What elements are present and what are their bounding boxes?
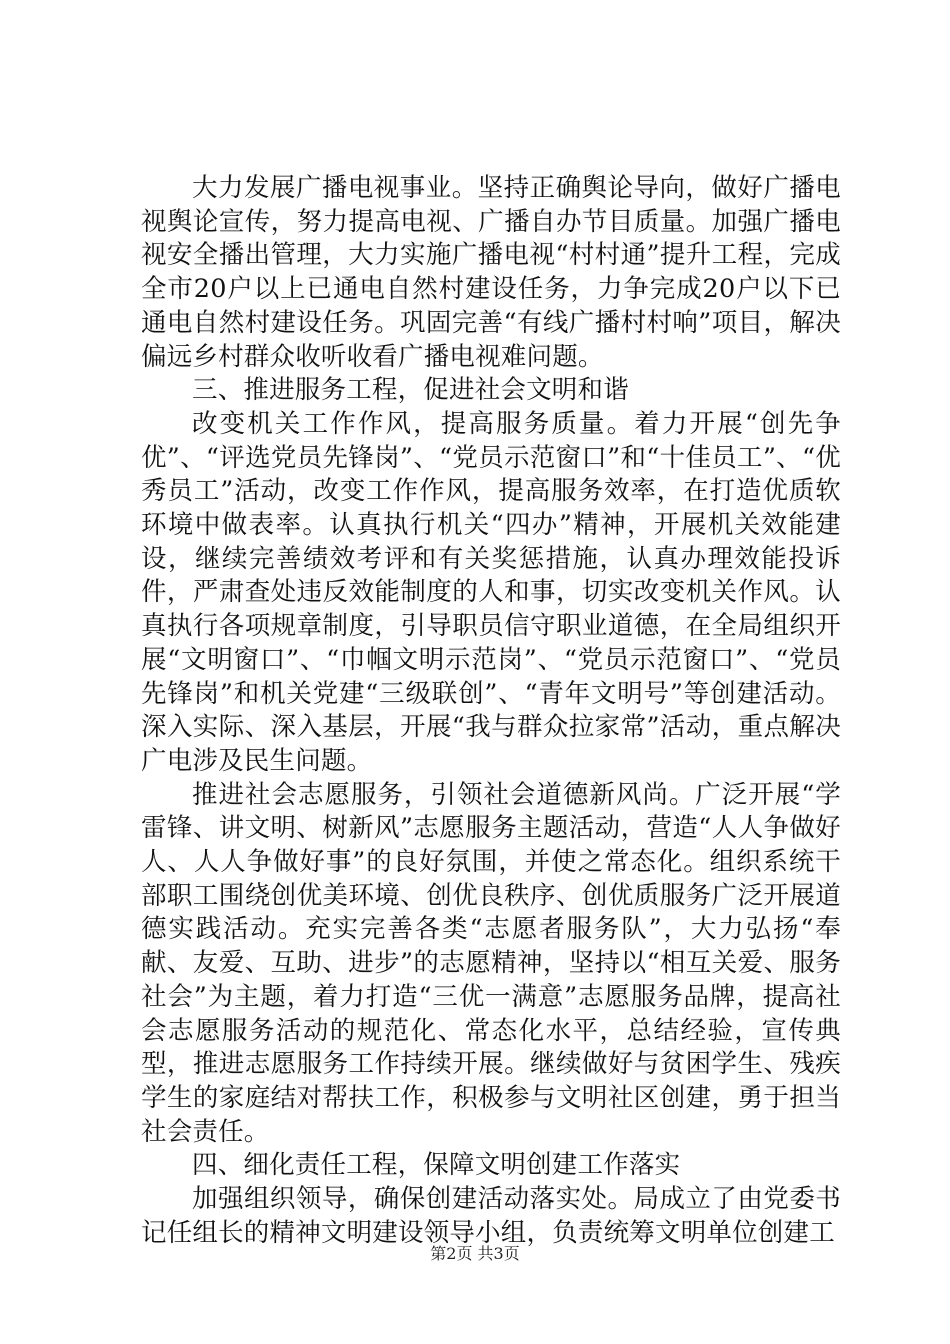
- document-body: [141, 172, 841, 1251]
- paragraph-work-style: 改变机关工作作风，提高服务质量。着力开展“创先争优”、“评选党员先锋岗”、“党员示范窗口”和“十佳员工”、“优秀员工”活动，改变工作作风，提高服务效率，在打造优质软环境中做表率。认真执行机关“四办”精神，开展机关效能建设，继续完善绩效考评和有关奖惩措施，认真办理效能投诉件，严肃查处违反效能制度的人和事，切实改变机关作风。认真执行各项规章制度，引导职员信守职业道德，在全局组织开展“文明窗口”、“巾帼文明示范岗”、“党员示范窗口”、“党员先锋岗”和机关党建“三级联创”、“青年文明号”等创建活动。深入实际、深入基层，开展“我与群众拉家常”活动，重点解决广电涉及民生问题。: [141, 408, 841, 776]
- paragraph-volunteer-service: 推进社会志愿服务，引领社会道德新风尚。广泛开展“学雷锋、讲文明、树新风”志愿服务主题活动，营造“人人争做好人、人人争做好事”的良好氛围，并使之常态化。组织系统干部职工围绕创优美环境、创优良秩序、创优质服务广泛开展道德实践活动。充实完善各类“志愿者服务队”，大力弘扬“奉献、友爱、互助、进步”的志愿精神，坚持以“相互关爱、服务社会”为主题，着力打造“三优一满意”志愿服务品牌，提高社会志愿服务活动的规范化、常态化水平，总结经验，宣传典型，推进志愿服务工作持续开展。继续做好与贫困学生、残疾学生的家庭结对帮扶工作，积极参与文明社区创建，勇于担当社会责任。: [141, 779, 841, 1147]
- paragraph-organization-leadership: 加强组织领导，确保创建活动落实处。局成立了由党委书记任组长的精神文明建设领导小组，负责统筹文明单位创建工: [141, 1184, 841, 1248]
- section-heading-service-project: 三、推进服务工程，促进社会文明和谐: [192, 375, 629, 406]
- section-heading-responsibility-project: 四、细化责任工程，保障文明创建工作落实: [192, 1150, 681, 1181]
- paragraph-broadcast-tv: 大力发展广播电视事业。坚持正确舆论导向，做好广播电视舆论宣传，努力提高电视、广播自办节目质量。加强广播电视安全播出管理，大力实施广播电视“村村通”提升工程，完成全市20户以上已通电自然村建设任务，力争完成20户以下已通电自然村建设任务。巩固完善“有线广播村村响”项目，解决偏远乡村群众收听收看广播电视难问题。: [141, 173, 841, 372]
- page-footer: 第2页 共3页: [430, 1244, 520, 1263]
